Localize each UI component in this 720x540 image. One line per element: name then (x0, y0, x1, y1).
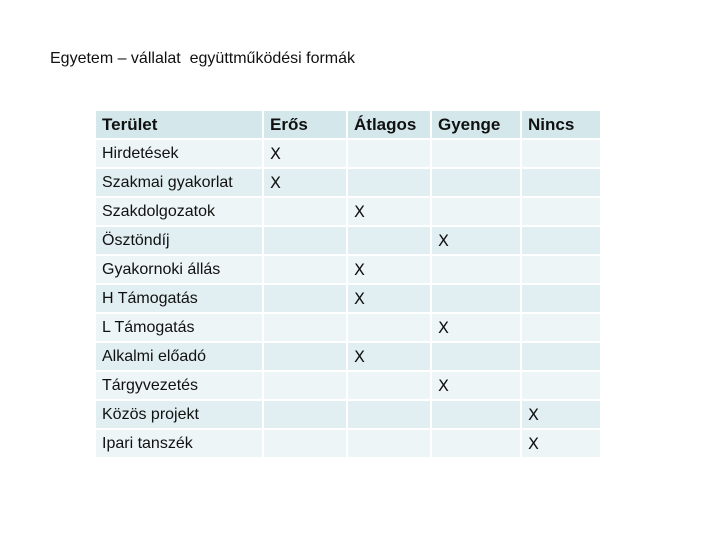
area-cell: Ipari tanszék (95, 429, 263, 458)
area-cell: Hirdetések (95, 139, 263, 168)
nincs-cell: X (521, 429, 601, 458)
eros-cell: X (263, 139, 347, 168)
nincs-cell (521, 226, 601, 255)
eros-cell (263, 313, 347, 342)
eros-cell (263, 342, 347, 371)
eros-cell (263, 284, 347, 313)
table-row (95, 342, 601, 371)
eros-cell (263, 226, 347, 255)
nincs-cell (521, 313, 601, 342)
eros-cell (263, 255, 347, 284)
table-row (95, 255, 601, 284)
atlagos-cell (347, 313, 431, 342)
table-row (95, 168, 601, 197)
atlagos-cell (347, 139, 431, 168)
table-row (95, 226, 601, 255)
eros-cell (263, 371, 347, 400)
table-row (95, 197, 601, 226)
gyenge-cell (431, 429, 521, 458)
nincs-cell (521, 284, 601, 313)
cooperation-table (94, 109, 602, 459)
nincs-cell (521, 342, 601, 371)
table-row (95, 284, 601, 313)
area-cell: Tárgyvezetés (95, 371, 263, 400)
atlagos-cell: X (347, 284, 431, 313)
area-cell: Ösztöndíj (95, 226, 263, 255)
table-row (95, 371, 601, 400)
table-row (95, 429, 601, 458)
area-cell: H Támogatás (95, 284, 263, 313)
nincs-cell (521, 371, 601, 400)
table-header-row (95, 110, 601, 139)
atlagos-cell (347, 400, 431, 429)
column-header-terulet: Terület (95, 110, 263, 139)
nincs-cell (521, 168, 601, 197)
atlagos-cell (347, 226, 431, 255)
gyenge-cell (431, 139, 521, 168)
table-row (95, 400, 601, 429)
gyenge-cell (431, 197, 521, 226)
table-row (95, 313, 601, 342)
atlagos-cell: X (347, 342, 431, 371)
atlagos-cell (347, 429, 431, 458)
atlagos-cell: X (347, 255, 431, 284)
eros-cell (263, 197, 347, 226)
area-cell: Közös projekt (95, 400, 263, 429)
eros-cell: X (263, 168, 347, 197)
page-title: Egyetem – vállalat együttműködési formák (50, 50, 356, 67)
area-cell: Alkalmi előadó (95, 342, 263, 371)
area-cell: L Támogatás (95, 313, 263, 342)
gyenge-cell (431, 255, 521, 284)
gyenge-cell: X (431, 371, 521, 400)
gyenge-cell: X (431, 313, 521, 342)
column-header-atlagos: Átlagos (347, 110, 431, 139)
gyenge-cell: X (431, 226, 521, 255)
gyenge-cell (431, 284, 521, 313)
gyenge-cell (431, 168, 521, 197)
gyenge-cell (431, 342, 521, 371)
eros-cell (263, 400, 347, 429)
atlagos-cell (347, 168, 431, 197)
column-header-nincs: Nincs (521, 110, 601, 139)
table-row (95, 139, 601, 168)
atlagos-cell: X (347, 197, 431, 226)
column-header-gyenge: Gyenge (431, 110, 521, 139)
nincs-cell (521, 255, 601, 284)
atlagos-cell (347, 371, 431, 400)
area-cell: Szakdolgozatok (95, 197, 263, 226)
nincs-cell: X (521, 400, 601, 429)
eros-cell (263, 429, 347, 458)
area-cell: Szakmai gyakorlat (95, 168, 263, 197)
nincs-cell (521, 197, 601, 226)
gyenge-cell (431, 400, 521, 429)
column-header-eros: Erős (263, 110, 347, 139)
area-cell: Gyakornoki állás (95, 255, 263, 284)
nincs-cell (521, 139, 601, 168)
